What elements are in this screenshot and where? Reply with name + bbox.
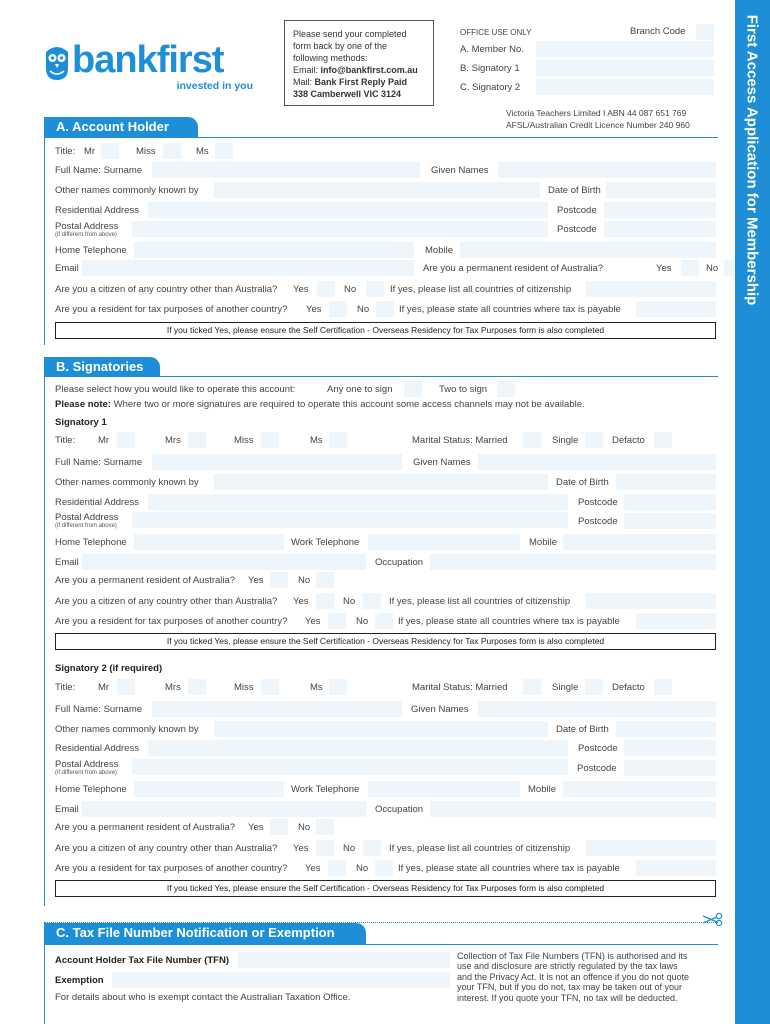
postal-label: Postal Address (55, 221, 119, 232)
s2-miss-checkbox[interactable] (261, 679, 279, 695)
s1-citizen-no-label: No (343, 596, 356, 607)
owl-icon (44, 44, 70, 82)
s2-postal-postcode-field[interactable] (624, 760, 716, 776)
operate-label: Please select how you would like to operate this account: (55, 384, 296, 395)
s2-note: If you ticked Yes, please ensure the Self Certification - Overseas Residency for Tax Purposes form is also completed (55, 880, 716, 897)
s1-residential-field[interactable] (148, 494, 568, 510)
tax-res-no-label: No (357, 304, 370, 315)
tax-res-label: Are you a resident for tax purposes of another country? (55, 304, 288, 315)
section-a-header: A. Account Holder (44, 117, 198, 137)
s1-single-label: Single (552, 435, 579, 446)
scissors-icon (702, 912, 724, 926)
postal-field[interactable] (132, 221, 548, 237)
signatory2-label: C. Signatory 2 (460, 82, 521, 93)
s2-defacto-checkbox[interactable] (654, 679, 672, 695)
home-tel-field[interactable] (134, 242, 414, 258)
perm-res-yes-label: Yes (656, 263, 672, 274)
email-label: Email (55, 263, 79, 274)
mail-line-1: Please send your completed (293, 29, 407, 39)
section-a-note: If you ticked Yes, please ensure the Self Certification - Overseas Residency for Tax Purposes form is also completed (55, 322, 716, 339)
s1-married-checkbox[interactable] (523, 432, 541, 448)
s2-mr-checkbox[interactable] (117, 679, 135, 695)
tfn-label: Account Holder Tax File Number (TFN) (55, 955, 230, 966)
s2-mobile-label: Mobile (528, 784, 556, 795)
citizen-list-field[interactable] (586, 281, 716, 297)
s1-perm-no-checkbox[interactable] (316, 572, 334, 588)
s2-postal-postcode-label: Postcode (577, 763, 617, 774)
tax-list-field[interactable] (636, 301, 716, 317)
s2-tax-no-label: No (356, 863, 369, 874)
s1-tax-no-label: No (356, 616, 369, 627)
section-b-border (44, 376, 45, 906)
s1-citizen-label: Are you a citizen of any country other than Australia? (55, 596, 278, 607)
logo-tagline: invested in you (176, 80, 253, 92)
s2-other-names-label: Other names commonly known by (55, 724, 199, 735)
s2-perm-no-checkbox[interactable] (316, 819, 334, 835)
s2-mrs-label: Mrs (165, 682, 181, 693)
s1-postal-note: (if different from above) (55, 523, 117, 529)
s1-home-tel-label: Home Telephone (55, 537, 127, 548)
other-names-field[interactable] (214, 182, 540, 198)
s2-email-field[interactable] (82, 801, 366, 817)
office-use-title: OFFICE USE ONLY (460, 28, 532, 37)
s1-perm-yes-label: Yes (248, 575, 264, 586)
s2-residential-field[interactable] (148, 740, 568, 756)
section-c-header: C. Tax File Number Notification or Exemption (44, 923, 366, 944)
s2-surname-label: Full Name: Surname (55, 704, 143, 715)
signatory1-label: B. Signatory 1 (460, 63, 520, 74)
s1-postal-field[interactable] (132, 512, 568, 528)
s2-perm-yes-label: Yes (248, 822, 264, 833)
residential-field[interactable] (148, 202, 548, 218)
exemption-details: For details about who is exempt contact the Australian Taxation Office. (55, 992, 351, 1003)
any-one-checkbox[interactable] (404, 381, 422, 397)
s1-given-label: Given Names (413, 457, 471, 468)
office-use-box (444, 20, 716, 102)
two-to-sign-checkbox[interactable] (497, 381, 515, 397)
s1-home-tel-field[interactable] (134, 534, 284, 550)
member-no-label: A. Member No. (460, 44, 524, 55)
signatory1-field[interactable] (536, 60, 714, 76)
email-field[interactable] (82, 260, 414, 276)
email-address[interactable]: info@bankfirst.com.au (320, 65, 418, 75)
tfn-collection-note: Collection of Tax File Numbers (TFN) is authorised and its use and disclosure are strictly regulated by the tax laws and the Privacy Act. It is not an offence if you do not quote your TFN, but if you do not, tax may be taken out of your interest. If you quote your TFN, no tax will be deducted. (457, 951, 689, 1003)
s2-citizen-list-label: If yes, please list all countries of citizenship (389, 843, 571, 854)
postal-note: (if different from above) (55, 232, 117, 238)
s1-note: If you ticked Yes, please ensure the Self Certification - Overseas Residency for Tax Purposes form is also completed (55, 633, 716, 650)
section-a-border (44, 137, 45, 345)
s1-perm-res-label: Are you a permanent resident of Australia? (55, 575, 236, 586)
citizen-yes-label: Yes (293, 284, 309, 295)
s2-miss-label: Miss (234, 682, 254, 693)
s1-surname-field[interactable] (152, 454, 402, 470)
s2-home-tel-label: Home Telephone (55, 784, 127, 795)
s2-work-tel-field[interactable] (368, 781, 520, 797)
s2-citizen-no-label: No (343, 843, 356, 854)
perm-res-yes-checkbox[interactable] (681, 260, 699, 276)
s2-occupation-label: Occupation (375, 804, 424, 815)
s1-work-tel-label: Work Telephone (291, 537, 360, 548)
s1-citizen-yes-checkbox[interactable] (316, 593, 334, 609)
title-ms-label: Ms (196, 146, 209, 157)
title-mr-checkbox[interactable] (101, 143, 119, 159)
member-no-field[interactable] (536, 41, 714, 57)
s1-residential-label: Residential Address (55, 497, 139, 508)
s2-given-field[interactable] (478, 701, 716, 717)
citizen-label: Are you a citizen of any country other than Australia? (55, 284, 278, 295)
s1-postal-label: Postal Address (55, 512, 119, 523)
s2-postcode-field[interactable] (624, 740, 716, 756)
branch-code-label: Branch Code (630, 26, 686, 37)
return-instructions (284, 20, 434, 106)
s2-postal-note: (if different from above) (55, 770, 117, 776)
s1-mrs-label: Mrs (165, 435, 181, 446)
postcode-field[interactable] (604, 202, 716, 218)
s1-defacto-checkbox[interactable] (654, 432, 672, 448)
s2-tax-yes-checkbox[interactable] (328, 860, 346, 876)
s2-single-label: Single (552, 682, 579, 693)
s2-citizen-yes-label: Yes (293, 843, 309, 854)
s2-married-checkbox[interactable] (523, 679, 541, 695)
s1-dob-field[interactable] (616, 474, 716, 490)
s1-defacto-label: Defacto (612, 435, 645, 446)
s1-mobile-field[interactable] (563, 534, 716, 550)
s2-surname-field[interactable] (152, 701, 402, 717)
s2-tax-list-field[interactable] (636, 860, 716, 876)
s2-mr-label: Mr (98, 682, 110, 693)
s1-citizen-list-field[interactable] (586, 593, 716, 609)
please-note: Please note: Where two or more signatures are required to operate this account some access channels may not be available. (55, 399, 585, 410)
s2-dob-field[interactable] (616, 721, 716, 737)
s2-residential-label: Residential Address (55, 743, 139, 754)
s2-perm-no-label: No (298, 822, 311, 833)
s1-email-field[interactable] (82, 554, 366, 570)
s2-other-names-field[interactable] (214, 721, 548, 737)
section-a-rule (44, 137, 718, 138)
s1-miss-label: Miss (234, 435, 254, 446)
any-one-label: Any one to sign (327, 384, 393, 395)
s1-dob-label: Date of Birth (556, 477, 609, 488)
s1-tax-no-checkbox[interactable] (375, 613, 393, 629)
section-c-border (44, 944, 45, 1024)
surname-label: Full Name: Surname (55, 165, 143, 176)
s2-postcode-label: Postcode (578, 743, 618, 754)
mobile-label: Mobile (425, 245, 453, 256)
s2-dob-label: Date of Birth (556, 724, 609, 735)
s1-tax-list-label: If yes, please state all countries where tax is payable (398, 616, 620, 627)
title-label: Title: (55, 146, 76, 157)
s1-single-checkbox[interactable] (585, 432, 603, 448)
other-names-label: Other names commonly known by (55, 185, 199, 196)
form-title: First Access Application for Membership (743, 14, 761, 306)
s2-title-label: Title: (55, 682, 76, 693)
title-mr-label: Mr (84, 146, 96, 157)
s1-miss-checkbox[interactable] (261, 432, 279, 448)
s2-ms-label: Ms (310, 682, 323, 693)
dob-label: Date of Birth (548, 185, 601, 196)
s2-citizen-no-checkbox[interactable] (363, 840, 381, 856)
surname-field[interactable] (152, 162, 420, 178)
postal-postcode-label: Postcode (557, 224, 597, 235)
exemption-label: Exemption (55, 975, 104, 986)
section-b-rule (44, 376, 718, 377)
s1-tax-res-label: Are you a resident for tax purposes of another country? (55, 616, 288, 627)
logo-wordmark: bankfirst (72, 39, 224, 81)
email-line: Email: info@bankfirst.com.au (293, 65, 418, 75)
s2-home-tel-field[interactable] (134, 781, 284, 797)
dob-field[interactable] (606, 182, 716, 198)
s1-tax-yes-label: Yes (305, 616, 321, 627)
s1-mrs-checkbox[interactable] (188, 432, 206, 448)
home-tel-label: Home Telephone (55, 245, 127, 256)
citizen-yes-checkbox[interactable] (317, 281, 335, 297)
s2-defacto-label: Defacto (612, 682, 645, 693)
s1-mobile-label: Mobile (529, 537, 557, 548)
s1-citizen-list-label: If yes, please list all countries of citizenship (389, 596, 571, 607)
s1-title-label: Title: (55, 435, 76, 446)
s1-tax-yes-checkbox[interactable] (328, 613, 346, 629)
section-b-header: B. Signatories (44, 357, 160, 377)
s1-ms-checkbox[interactable] (329, 432, 347, 448)
citizen-no-checkbox[interactable] (366, 281, 384, 297)
citizen-list-label: If yes, please list all countries of citizenship (390, 284, 572, 295)
s2-occupation-field[interactable] (430, 801, 716, 817)
given-names-label: Given Names (431, 165, 489, 176)
section-c-rule (44, 944, 718, 945)
title-miss-label: Miss (136, 146, 156, 157)
title-miss-checkbox[interactable] (163, 143, 181, 159)
s2-ms-checkbox[interactable] (329, 679, 347, 695)
s2-marital-label: Marital Status: Married (412, 682, 508, 693)
s2-single-checkbox[interactable] (585, 679, 603, 695)
s2-perm-yes-checkbox[interactable] (270, 819, 288, 835)
s1-email-label: Email (55, 557, 79, 568)
s2-mrs-checkbox[interactable] (188, 679, 206, 695)
s2-postal-field[interactable] (132, 759, 568, 775)
s1-citizen-yes-label: Yes (293, 596, 309, 607)
s1-postcode-field[interactable] (624, 494, 716, 510)
residential-label: Residential Address (55, 205, 139, 216)
s1-mr-checkbox[interactable] (117, 432, 135, 448)
signatory2-field[interactable] (536, 79, 714, 95)
tax-res-yes-label: Yes (306, 304, 322, 315)
signatory1-heading: Signatory 1 (55, 417, 107, 428)
s1-perm-no-label: No (298, 575, 311, 586)
s1-tax-list-field[interactable] (636, 613, 716, 629)
postal-postcode-field[interactable] (604, 221, 716, 237)
title-ms-checkbox[interactable] (215, 143, 233, 159)
company-licence: AFSL/Australian Credit Licence Number 240 960 (506, 120, 690, 130)
tax-res-yes-checkbox[interactable] (329, 301, 347, 317)
s2-tax-yes-label: Yes (305, 863, 321, 874)
tax-res-no-checkbox[interactable] (376, 301, 394, 317)
s1-work-tel-field[interactable] (368, 534, 520, 550)
s1-occupation-label: Occupation (375, 557, 424, 568)
s2-mobile-field[interactable] (563, 781, 716, 797)
perm-res-no-checkbox[interactable] (724, 260, 734, 276)
mail-line-3: following methods: (293, 53, 368, 63)
company-abn: Victoria Teachers Limited I ABN 44 087 651 769 (506, 108, 687, 118)
s1-postal-postcode-field[interactable] (624, 513, 716, 529)
signatory2-heading: Signatory 2 (if required) (55, 663, 163, 674)
tax-list-label: If yes, please state all countries where tax is payable (399, 304, 621, 315)
s1-postal-postcode-label: Postcode (578, 516, 618, 527)
citizen-no-label: No (344, 284, 357, 295)
s2-given-label: Given Names (411, 704, 469, 715)
s1-citizen-no-checkbox[interactable] (363, 593, 381, 609)
s1-marital-label: Marital Status: Married (412, 435, 508, 446)
perm-res-label: Are you a permanent resident of Australia? (423, 263, 604, 274)
exemption-field[interactable] (112, 972, 450, 988)
mail-line: Mail: Bank First Reply Paid (293, 77, 408, 87)
s1-perm-yes-checkbox[interactable] (270, 572, 288, 588)
mobile-field[interactable] (460, 242, 716, 258)
s2-email-label: Email (55, 804, 79, 815)
branch-code-field[interactable] (696, 24, 714, 40)
s1-ms-label: Ms (310, 435, 323, 446)
s2-citizen-yes-checkbox[interactable] (316, 840, 334, 856)
tfn-field[interactable] (238, 952, 450, 968)
s2-citizen-list-field[interactable] (586, 840, 716, 856)
s1-other-names-label: Other names commonly known by (55, 477, 199, 488)
s2-tax-list-label: If yes, please state all countries where tax is payable (398, 863, 620, 874)
two-to-sign-label: Two to sign (439, 384, 488, 395)
s2-tax-no-checkbox[interactable] (375, 860, 393, 876)
logo (44, 38, 259, 98)
s1-occupation-field[interactable] (430, 554, 716, 570)
s2-postal-label: Postal Address (55, 759, 119, 770)
s1-mr-label: Mr (98, 435, 110, 446)
mail-address: 338 Camberwell VIC 3124 (293, 89, 402, 99)
given-names-field[interactable] (498, 162, 716, 178)
s1-postcode-label: Postcode (578, 497, 618, 508)
perm-res-no-label: No (706, 263, 719, 274)
s2-work-tel-label: Work Telephone (291, 784, 360, 795)
s1-given-field[interactable] (478, 454, 716, 470)
s2-citizen-label: Are you a citizen of any country other than Australia? (55, 843, 278, 854)
postcode-label: Postcode (557, 205, 597, 216)
s2-perm-res-label: Are you a permanent resident of Australia? (55, 822, 236, 833)
s1-other-names-field[interactable] (214, 474, 548, 490)
mail-line-2: form back by one of the (293, 41, 388, 51)
s2-tax-res-label: Are you a resident for tax purposes of another country? (55, 863, 288, 874)
s1-surname-label: Full Name: Surname (55, 457, 143, 468)
